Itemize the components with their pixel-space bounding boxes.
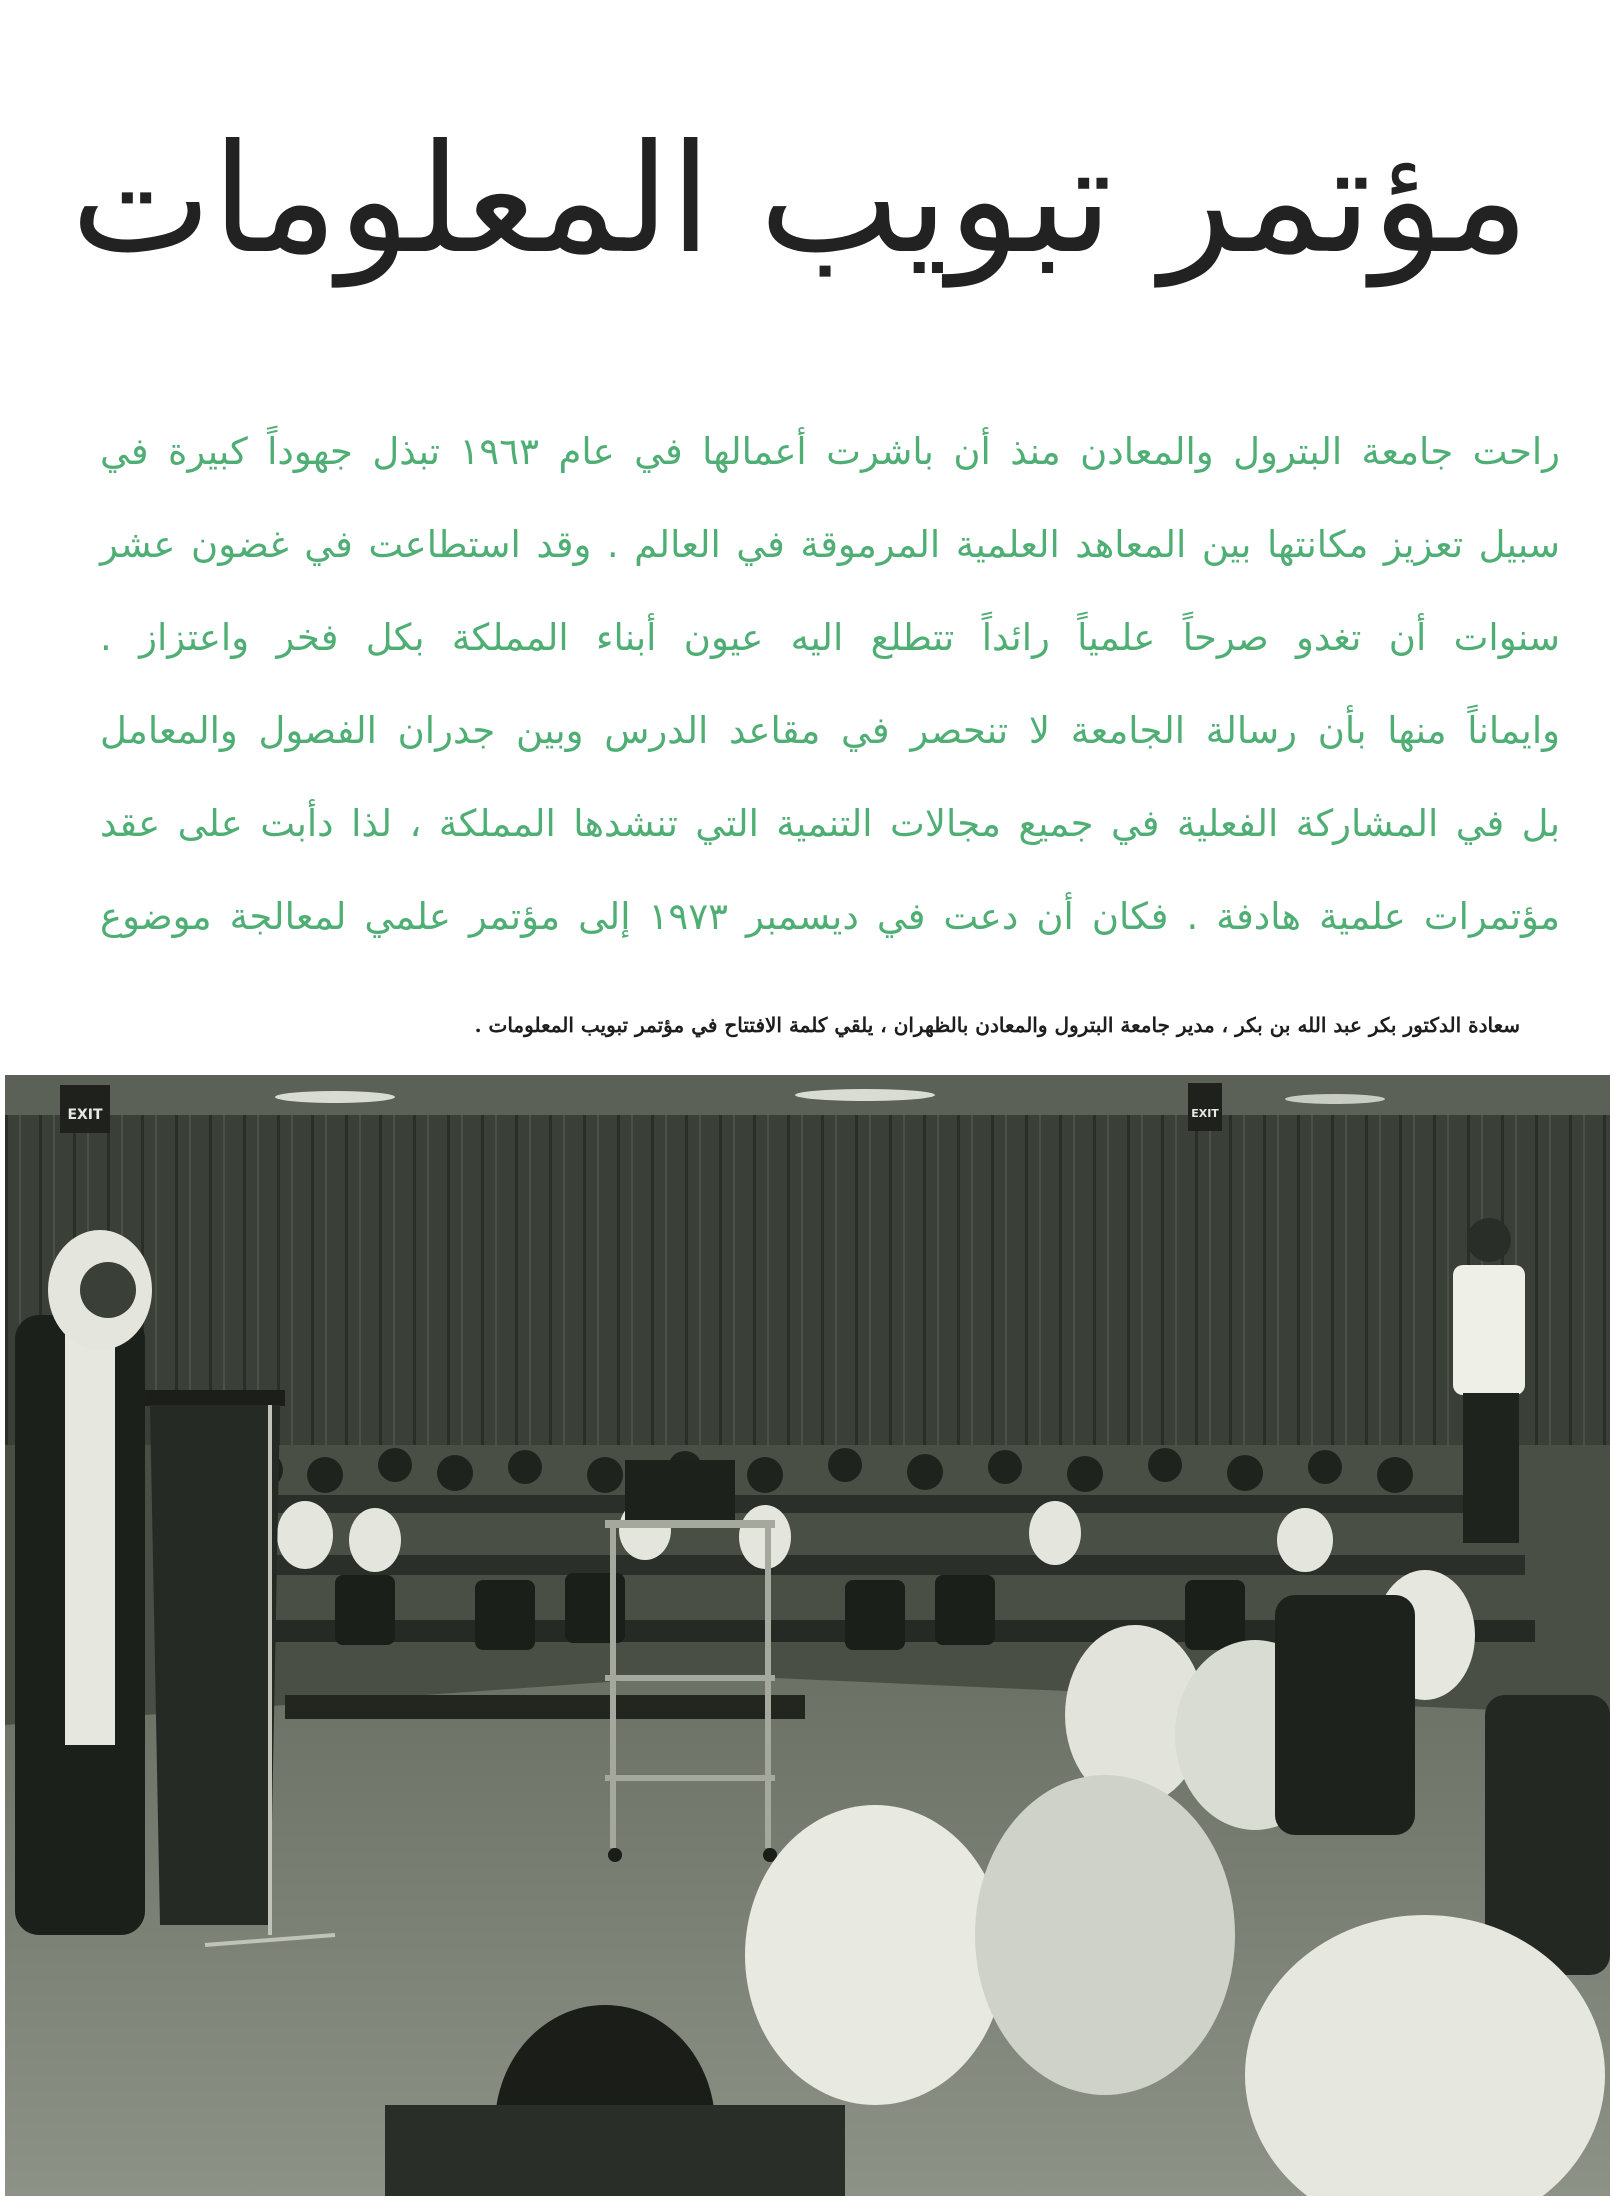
intro-line: راحت جامعة البترول والمعادن منذ أن باشرت أعمالها في عام ١٩٦٣ تبذل جهوداً كبيرة في [100,430,1560,473]
intro-line: سبيل تعزيز مكانتها بين المعاهد العلمية المرموقة في العالم . وقد استطاعت في غضون عشر [100,523,1560,566]
exit-sign-right [1188,1083,1222,1131]
intro-line: مؤتمرات علمية هادفة . فكان أن دعت في ديسمبر ١٩٧٣ إلى مؤتمر علمي لمعالجة موضوع [100,895,1560,938]
intro-line: سنوات أن تغدو صرحاً علمياً رائداً تتطلع اليه عيون أبناء المملكة بكل فخر واعتزاز . [100,616,1560,659]
intro-paragraph [100,405,1560,963]
photo-caption: سعادة الدكتور بكر عبد الله بن بكر ، مدير جامعة البترول والمعادن بالظهران ، يلقي كلمة الافتتاح في مؤتمر تبويب المعلومات . [474,1013,1520,1037]
exit-sign-text: EXIT [1191,1107,1219,1120]
exit-sign-text: EXIT [67,1107,103,1123]
article-title: مؤتمر تبويب المعلومات [70,113,1530,287]
conference-photo [5,1075,1610,2196]
exit-sign-left [60,1085,110,1133]
intro-line: بل في المشاركة الفعلية في جميع مجالات التنمية التي تنشدها المملكة ، لذا دأبت على عقد [100,802,1560,845]
intro-line: وايماناً منها بأن رسالة الجامعة لا تنحصر في مقاعد الدرس وبين جدران الفصول والمعامل [100,709,1560,752]
